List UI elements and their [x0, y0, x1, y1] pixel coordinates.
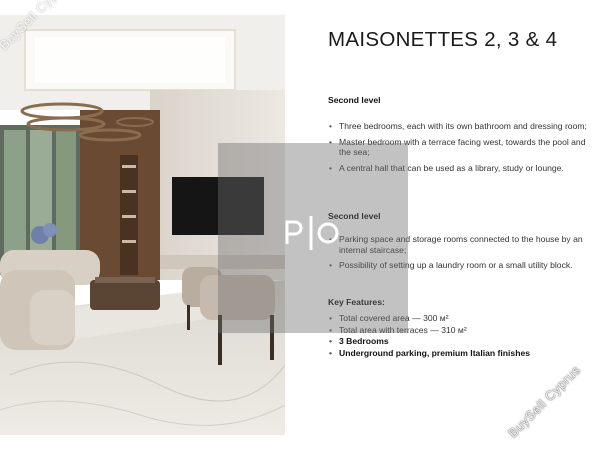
list-item: • Possibility of setting up a laundry room or a small utility block.: [328, 260, 593, 271]
page-title: MAISONETTES 2, 3 & 4: [328, 28, 558, 51]
list-item: • Parking space and storage rooms connected to the house by an internal staircase;: [328, 234, 593, 255]
section-heading-2: Second level: [328, 211, 381, 221]
list-item: • Master bedroom with a terrace facing west, towards the pool and the sea;: [328, 137, 593, 158]
key-features-heading: Key Features:: [328, 297, 385, 307]
list-item: • Underground parking, premium Italian finishes: [328, 348, 593, 360]
list-item: • A central hall that can be used as a library, study or lounge.: [328, 163, 593, 174]
watermark-bottom-right: BuySell Cyprus: [505, 362, 584, 441]
brand-logo-icon: [283, 212, 343, 252]
list-item: • Total area with terraces — 310 м²: [328, 325, 593, 337]
list-item: • Three bedrooms, each with its own bathroom and dressing room;: [328, 121, 593, 132]
list-item: • Total covered area — 300 м²: [328, 313, 593, 325]
section-heading-1: Second level: [328, 95, 381, 105]
list-item: • 3 Bedrooms: [328, 336, 593, 348]
